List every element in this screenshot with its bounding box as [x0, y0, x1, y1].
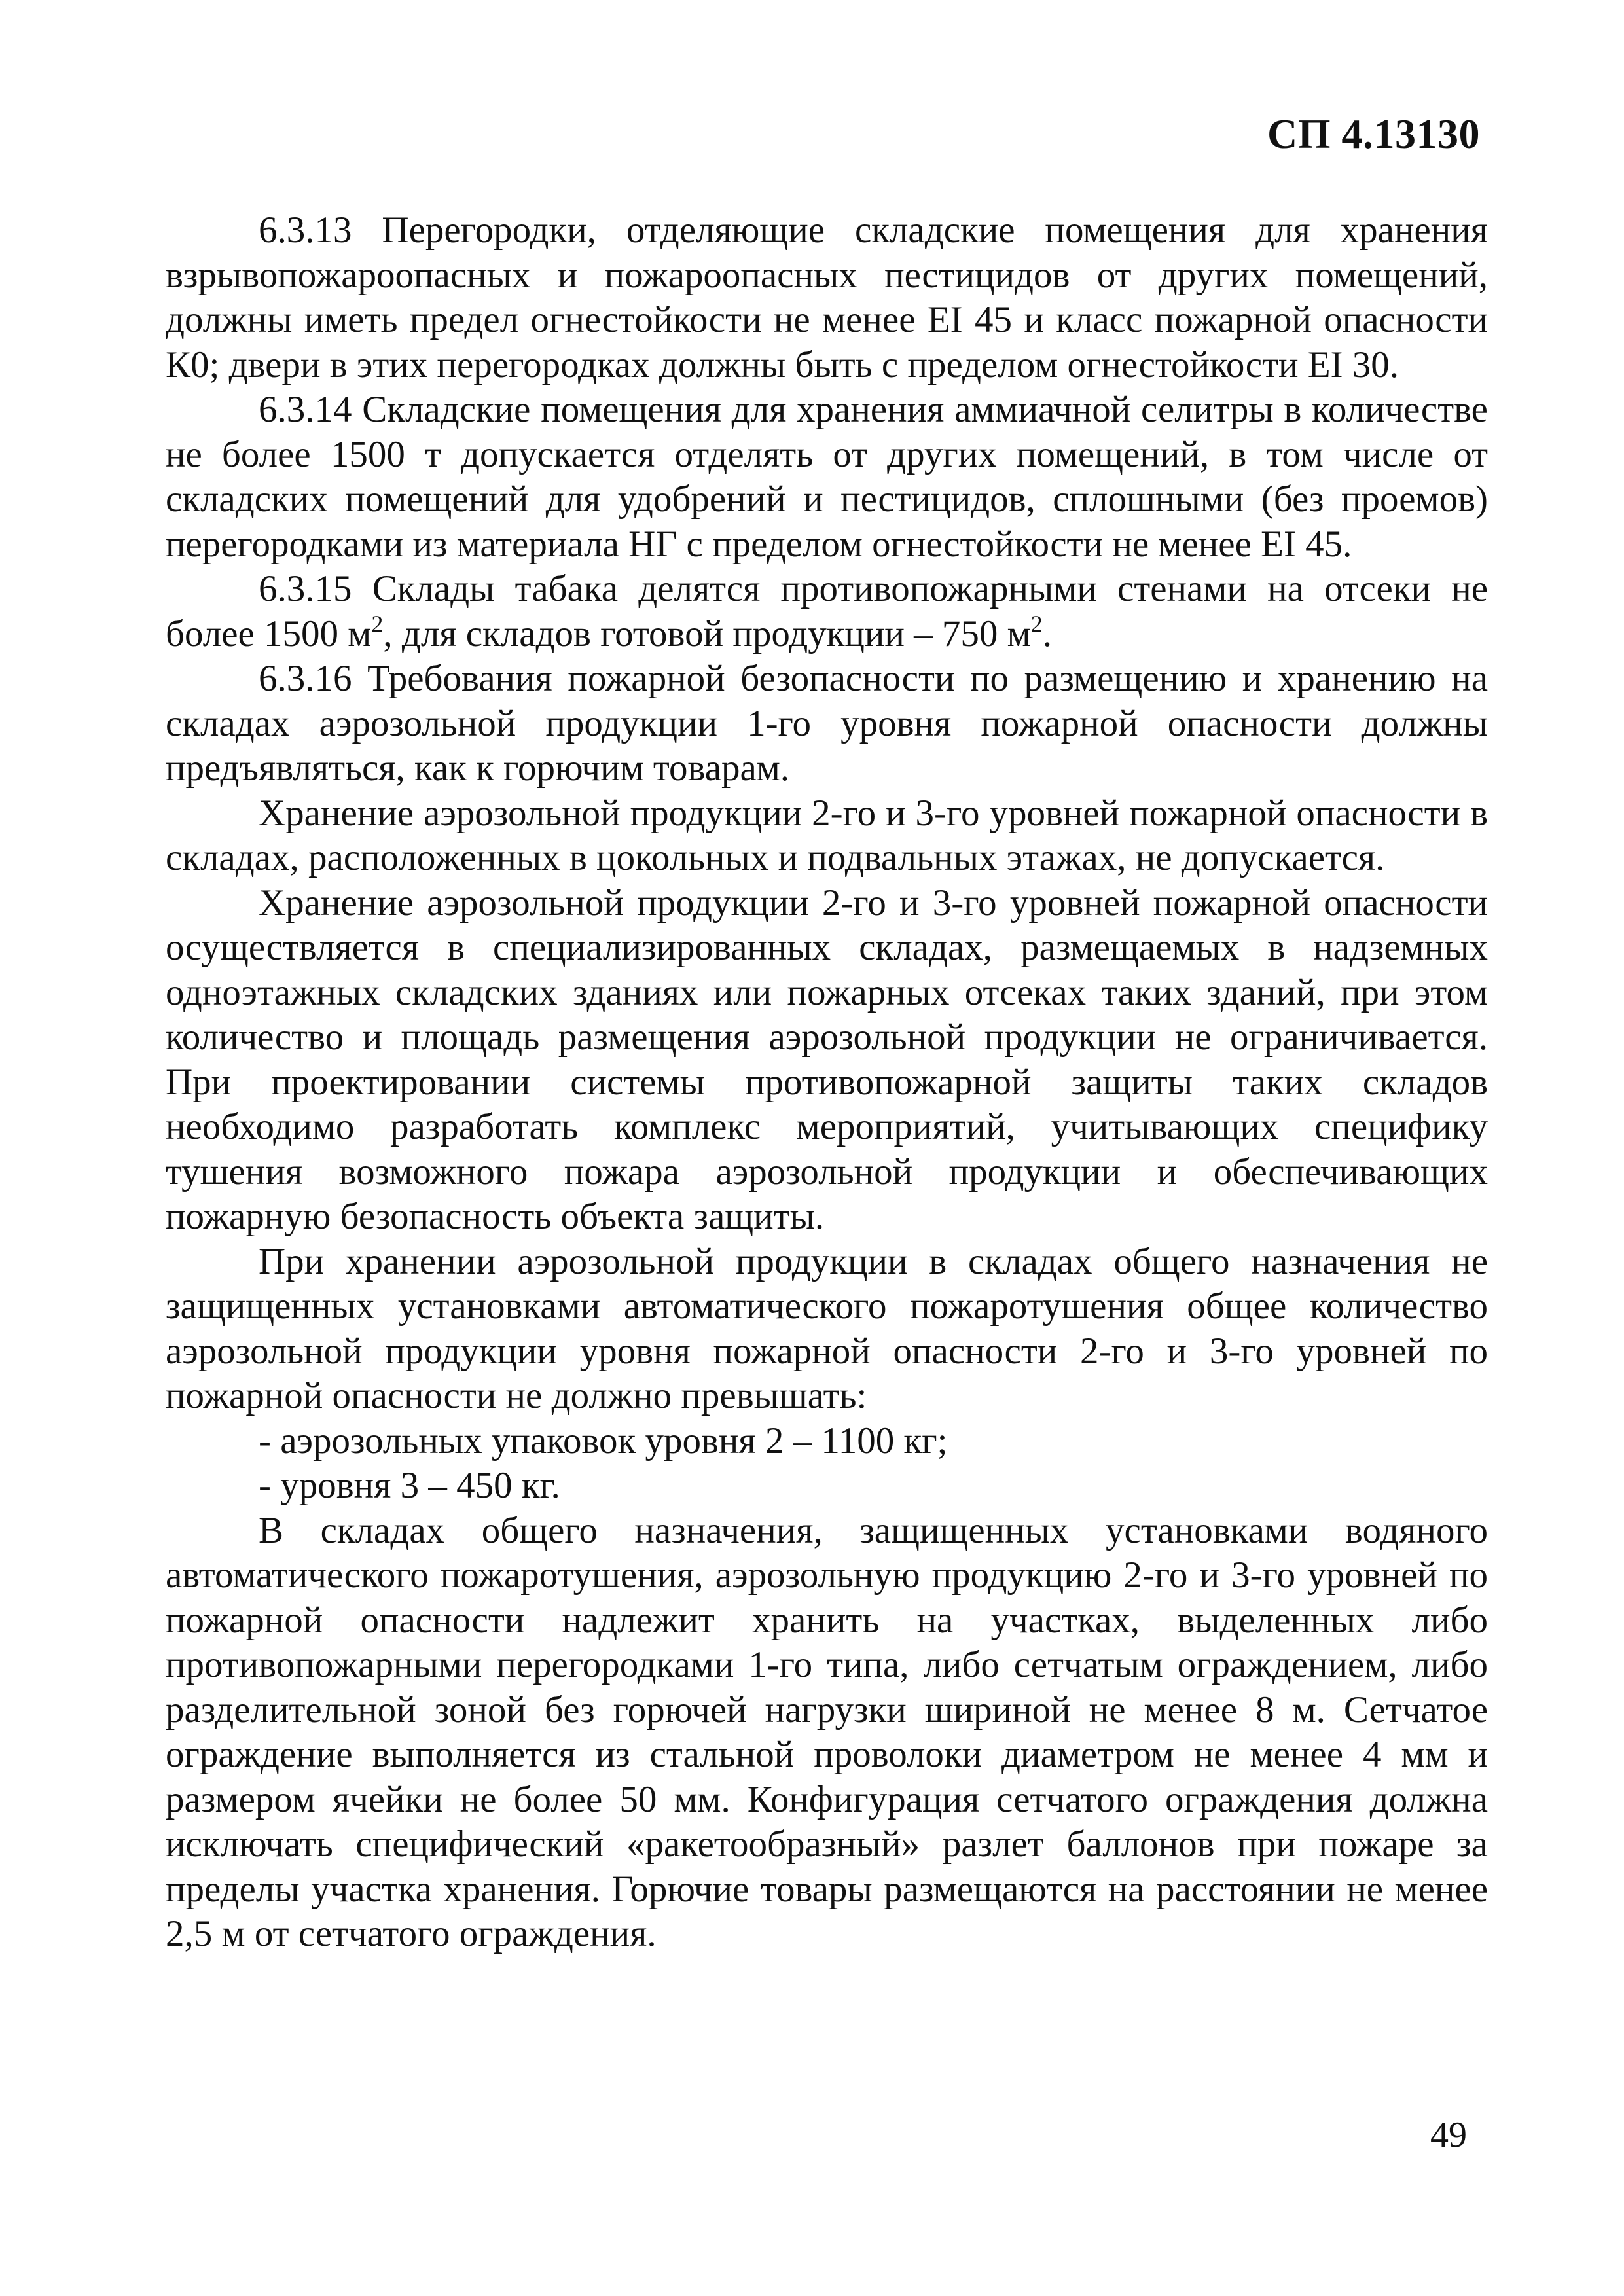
list-item-level-3: - уровня 3 – 450 кг.	[259, 1465, 560, 1506]
paragraph-6-3-15	[166, 567, 1488, 656]
paragraph-storage-protected: В складах общего назначения, защищенных установками водяного автоматического пожаротушения, аэрозольную продукцию 2-го и 3-го уровней по пожарной опасности надлежит хранить на участках, выделенных либо противопожарными перегородками 1-го типа, либо сетчатым ограждением, либо разделительной зоной без горючей нагрузки шириной не менее 8 м. Сетчатое ограждение выполняется из стальной проволоки диаметром не менее 4 мм и размером ячейки не более 50 мм. Конфигурация сетчатого ограждения должна исключать специфический «ракетообразный» разлет баллонов при пожаре за пределы участка хранения. Горючие товары размещаются на расстоянии не менее 2,5 м от сетчатого ограждения.	[166, 1509, 1488, 1954]
paragraph-6-3-15-text-c: .	[1042, 613, 1052, 655]
document-code: СП 4.13130	[1267, 111, 1480, 157]
paragraph-6-3-15-text-b: , для складов готовой продукции – 750 м	[383, 613, 1031, 655]
paragraph-6-3-13: 6.3.13 Перегородки, отделяющие складские помещения для хранения взрывопожароопасных и пожароопасных пестицидов от других помещений, должны иметь предел огнестойкости не менее EI 45 и класс пожарной опасности К0; двери в этих перегородках должны быть с пределом огнестойкости EI 30.	[166, 209, 1488, 386]
paragraph-6-3-14: 6.3.14 Складские помещения для хранения аммиачной селитры в количестве не более 1500 т допускается отделять от других помещений, в том числе от складских помещений для удобрений и пестицидов, сплошными (без проемов) перегородками из материала НГ с пределом огнестойкости не менее EI 45.	[166, 389, 1488, 565]
superscript-square: 2	[371, 610, 384, 637]
document-body	[166, 208, 1488, 1957]
list-item-level-2: - аэрозольных упаковок уровня 2 – 1100 кг;	[259, 1420, 948, 1462]
page-number: 49	[1430, 2115, 1467, 2155]
paragraph-storage-basement: Хранение аэрозольной продукции 2-го и 3-го уровней пожарной опасности в складах, расположенных в цокольных и подвальных этажах, не допускается.	[166, 792, 1488, 878]
paragraph-6-3-15-text-a: 6.3.15 Склады табака делятся противопожарными стенами на отсеки не более 1500 м	[166, 568, 1488, 655]
superscript-square: 2	[1030, 610, 1043, 637]
paragraph-storage-general: При хранении аэрозольной продукции в складах общего назначения не защищенных установками автоматического пожаротушения общее количество аэрозольной продукции уровня пожарной опасности 2-го и 3-го уровней по пожарной опасности не должно превышать:	[166, 1240, 1488, 1416]
paragraph-storage-specialized: Хранение аэрозольной продукции 2-го и 3-го уровней пожарной опасности осуществляется в специализированных складах, размещаемых в надземных одноэтажных складских зданиях или пожарных отсеках таких зданий, при этом количество и площадь размещения аэрозольной продукции не ограничивается. При проектировании системы противопожарной защиты таких складов необходимо разработать комплекс мероприятий, учитывающих специфику тушения возможного пожара аэрозольной продукции и обеспечивающих пожарную безопасность объекта защиты.	[166, 882, 1488, 1237]
paragraph-6-3-16: 6.3.16 Требования пожарной безопасности по размещению и хранению на складах аэрозольной продукции 1-го уровня пожарной опасности должны предъявляться, как к горючим товарам.	[166, 658, 1488, 789]
